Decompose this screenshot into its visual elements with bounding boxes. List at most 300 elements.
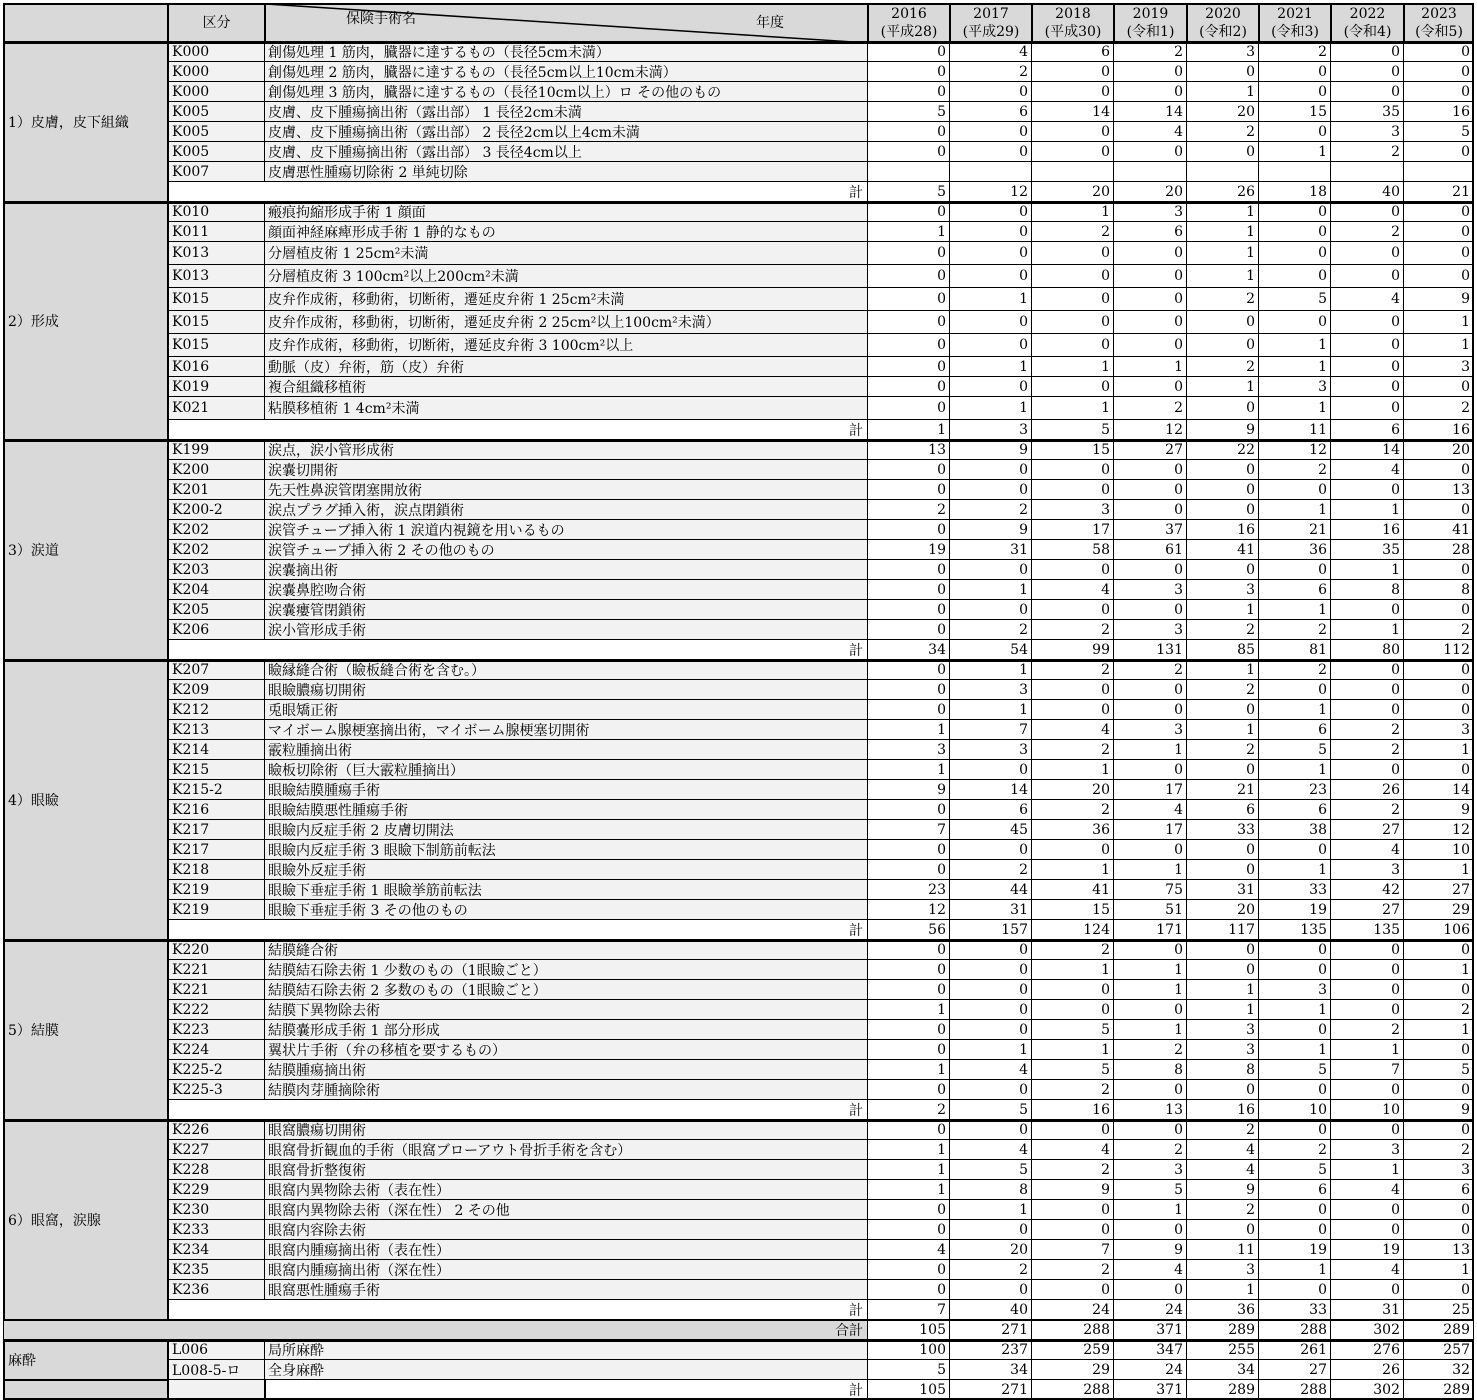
era-label: (平成29): [962, 23, 1020, 40]
value-cell: 2: [1331, 720, 1404, 740]
total-value-cell: 16: [1032, 1100, 1114, 1120]
value-cell: 15: [1259, 102, 1331, 122]
total-value-cell: 9: [1404, 1100, 1474, 1120]
value-cell: 0: [1032, 1000, 1114, 1020]
value-cell: 8: [1404, 580, 1474, 600]
value-cell: 0: [950, 265, 1032, 288]
value-cell: 1: [1259, 1260, 1331, 1280]
value-cell: 6: [1259, 800, 1331, 820]
anesthesia-total-cat: [3, 1380, 168, 1400]
value-cell: 4: [1032, 580, 1114, 600]
total-value-cell: 288: [1032, 1380, 1114, 1400]
value-cell: 3: [1404, 1160, 1474, 1180]
value-cell: 16: [1331, 520, 1404, 540]
value-cell: 2: [1331, 142, 1404, 162]
value-cell: 0: [950, 311, 1032, 334]
procedure-code: K226: [168, 1120, 265, 1140]
procedure-name: 顔面神経麻痺形成手術 1 静的なもの: [265, 222, 868, 242]
value-cell: 2: [1032, 940, 1114, 960]
anesthesia-total-label: 計: [265, 1380, 868, 1400]
value-cell: 0: [868, 1220, 950, 1240]
procedure-code: K212: [168, 700, 265, 720]
value-cell: 1: [1187, 222, 1259, 242]
value-cell: 16: [1187, 520, 1259, 540]
value-cell: 34: [1187, 1360, 1259, 1380]
procedure-code: K227: [168, 1140, 265, 1160]
value-cell: 12: [1259, 440, 1331, 460]
name-header: [265, 3, 868, 42]
value-cell: 42: [1331, 880, 1404, 900]
value-cell: 0: [1404, 1220, 1474, 1240]
era-label: (令和2): [1199, 23, 1247, 40]
value-cell: 0: [1114, 265, 1187, 288]
value-cell: 0: [868, 311, 950, 334]
value-cell: 0: [1032, 122, 1114, 142]
procedure-code: K199: [168, 440, 265, 460]
value-cell: 0: [868, 840, 950, 860]
value-cell: 41: [1032, 880, 1114, 900]
value-cell: 1: [1114, 960, 1187, 980]
value-cell: 0: [1404, 1040, 1474, 1060]
value-cell: 1: [1032, 860, 1114, 880]
procedure-code: K213: [168, 720, 265, 740]
value-cell: 2: [1187, 122, 1259, 142]
value-cell: 0: [868, 377, 950, 397]
value-cell: 257: [1404, 1340, 1474, 1360]
value-cell: 347: [1114, 1340, 1187, 1360]
total-value-cell: 5: [1032, 420, 1114, 440]
value-cell: 19: [1259, 900, 1331, 920]
value-cell: 2: [1114, 42, 1187, 62]
value-cell: 1: [1187, 980, 1259, 1000]
procedure-code: K235: [168, 1260, 265, 1280]
year-header: [1259, 3, 1331, 42]
value-cell: 1: [1032, 1040, 1114, 1060]
value-cell: 0: [1404, 82, 1474, 102]
value-cell: 0: [1114, 288, 1187, 311]
value-cell: 27: [1331, 900, 1404, 920]
procedure-code: K005: [168, 142, 265, 162]
value-cell: 0: [1032, 288, 1114, 311]
value-cell: 32: [1404, 1360, 1474, 1380]
value-cell: 5: [950, 1160, 1032, 1180]
procedure-code: K200-2: [168, 500, 265, 520]
procedure-code: K215-2: [168, 780, 265, 800]
procedure-name: 結膜肉芽腫摘除術: [265, 1080, 868, 1100]
total-value-cell: 36: [1187, 1300, 1259, 1320]
value-cell: 0: [1404, 980, 1474, 1000]
value-cell: 2: [1259, 660, 1331, 680]
value-cell: 0: [1032, 334, 1114, 357]
year-label: 2017: [973, 5, 1009, 22]
value-cell: 27: [1114, 440, 1187, 460]
value-cell: 0: [868, 202, 950, 222]
year-label: 2023: [1421, 5, 1457, 22]
total-value-cell: 18: [1259, 182, 1331, 202]
value-cell: 0: [1331, 397, 1404, 420]
value-cell: 0: [950, 1120, 1032, 1140]
year-header: [1114, 3, 1187, 42]
value-cell: 1: [1404, 860, 1474, 880]
procedure-code: K225-2: [168, 1060, 265, 1080]
value-cell: 14: [950, 780, 1032, 800]
procedure-code: K021: [168, 397, 265, 420]
value-cell: 0: [1114, 460, 1187, 480]
value-cell: 3: [1404, 720, 1474, 740]
value-cell: 5: [1259, 1060, 1331, 1080]
value-cell: 1: [1259, 334, 1331, 357]
value-cell: 27: [1404, 880, 1474, 900]
value-cell: 0: [1114, 1120, 1187, 1140]
value-cell: 0: [1259, 1080, 1331, 1100]
value-cell: 45: [950, 820, 1032, 840]
procedure-name: 粘膜移植術 1 4cm²未満: [265, 397, 868, 420]
value-cell: 0: [1404, 377, 1474, 397]
value-cell: 0: [1187, 860, 1259, 880]
value-cell: 1: [868, 1180, 950, 1200]
value-cell: 0: [950, 560, 1032, 580]
procedure-name: マイボーム腺梗塞摘出術，マイボーム腺梗塞切開術: [265, 720, 868, 740]
procedure-code: K005: [168, 102, 265, 122]
procedure-code: K234: [168, 1240, 265, 1260]
value-cell: 41: [1187, 540, 1259, 560]
procedure-name: 眼窩内容除去術: [265, 1220, 868, 1240]
value-cell: [1187, 162, 1259, 182]
value-cell: 17: [1032, 520, 1114, 540]
value-cell: 0: [1404, 1120, 1474, 1140]
value-cell: 0: [1259, 560, 1331, 580]
value-cell: 0: [1187, 397, 1259, 420]
value-cell: 0: [1032, 560, 1114, 580]
value-cell: 0: [1259, 82, 1331, 102]
value-cell: 9: [1404, 288, 1474, 311]
year-label: 2016: [891, 5, 927, 22]
value-cell: [1259, 162, 1331, 182]
value-cell: 1: [1404, 1260, 1474, 1280]
value-cell: 0: [950, 760, 1032, 780]
value-cell: 3: [1114, 580, 1187, 600]
value-cell: 19: [1259, 1240, 1331, 1260]
total-value-cell: 2: [868, 1100, 950, 1120]
procedure-code: K015: [168, 288, 265, 311]
procedure-name: 皮膚、皮下腫瘍摘出術（露出部） 2 長径2cm以上4cm未満: [265, 122, 868, 142]
value-cell: 0: [1331, 62, 1404, 82]
value-cell: 51: [1114, 900, 1187, 920]
year-label: 2019: [1132, 5, 1169, 22]
value-cell: 100: [868, 1340, 950, 1360]
total-value-cell: 21: [1404, 182, 1474, 202]
value-cell: 0: [1032, 840, 1114, 860]
procedure-name: 涙管チューブ挿入術 1 涙道内視鏡を用いるもの: [265, 520, 868, 540]
value-cell: 2: [1032, 620, 1114, 640]
value-cell: 35: [1331, 540, 1404, 560]
value-cell: 7: [868, 820, 950, 840]
value-cell: 2: [1259, 42, 1331, 62]
total-value-cell: 106: [1404, 920, 1474, 940]
value-cell: 31: [1187, 880, 1259, 900]
value-cell: 255: [1187, 1340, 1259, 1360]
value-cell: 36: [1259, 540, 1331, 560]
value-cell: 0: [868, 680, 950, 700]
total-value-cell: 289: [1187, 1320, 1259, 1340]
value-cell: 1: [1331, 1040, 1404, 1060]
year-header: [1331, 3, 1404, 42]
total-value-cell: 5: [868, 182, 950, 202]
value-cell: 20: [1187, 900, 1259, 920]
value-cell: 1: [1187, 377, 1259, 397]
value-cell: 12: [868, 900, 950, 920]
value-cell: 33: [1187, 820, 1259, 840]
value-cell: 0: [1404, 222, 1474, 242]
value-cell: 2: [1259, 460, 1331, 480]
procedure-code: K015: [168, 334, 265, 357]
value-cell: 1: [1259, 397, 1331, 420]
value-cell: 0: [950, 1000, 1032, 1020]
kubun-header: [3, 3, 168, 42]
procedure-name: 霰粒腫摘出術: [265, 740, 868, 760]
value-cell: 0: [1331, 42, 1404, 62]
procedure-code: K209: [168, 680, 265, 700]
value-cell: 5: [1259, 288, 1331, 311]
value-cell: 2: [1187, 357, 1259, 377]
value-cell: 0: [1331, 660, 1404, 680]
procedure-name: 眼瞼下垂症手術 1 眼瞼挙筋前転法: [265, 880, 868, 900]
procedure-code: K000: [168, 62, 265, 82]
value-cell: 1: [1259, 760, 1331, 780]
procedure-code: K222: [168, 1000, 265, 1020]
total-value-cell: 12: [1114, 420, 1187, 440]
value-cell: 0: [1404, 660, 1474, 680]
value-cell: 0: [1331, 311, 1404, 334]
anesthesia-name: 局所麻酔: [265, 1340, 868, 1360]
procedure-code: K011: [168, 222, 265, 242]
year-label: 2020: [1205, 5, 1241, 22]
value-cell: 0: [950, 334, 1032, 357]
value-cell: 0: [950, 1020, 1032, 1040]
value-cell: 2: [1187, 680, 1259, 700]
procedure-code: K230: [168, 1200, 265, 1220]
value-cell: 0: [1259, 202, 1331, 222]
total-value-cell: 131: [1114, 640, 1187, 660]
value-cell: 0: [1032, 311, 1114, 334]
value-cell: 0: [1259, 1220, 1331, 1240]
value-cell: 7: [1032, 1240, 1114, 1260]
value-cell: 0: [868, 122, 950, 142]
procedure-name: 結膜結石除去術 1 少数のもの（1眼瞼ごと）: [265, 960, 868, 980]
value-cell: [1404, 162, 1474, 182]
value-cell: 0: [1032, 377, 1114, 397]
value-cell: 0: [1404, 600, 1474, 620]
value-cell: 0: [1404, 1080, 1474, 1100]
value-cell: 13: [868, 440, 950, 460]
value-cell: 4: [1032, 1140, 1114, 1160]
value-cell: 21: [1259, 520, 1331, 540]
value-cell: 0: [1032, 700, 1114, 720]
value-cell: 1: [1404, 740, 1474, 760]
value-cell: 0: [868, 660, 950, 680]
value-cell: 1: [1187, 600, 1259, 620]
total-value-cell: 105: [868, 1380, 950, 1400]
value-cell: 0: [1114, 940, 1187, 960]
procedure-name: 涙嚢鼻腔吻合術: [265, 580, 868, 600]
value-cell: 0: [1187, 1220, 1259, 1240]
procedure-name: 結膜下異物除去術: [265, 1000, 868, 1020]
value-cell: 2: [1187, 1120, 1259, 1140]
value-cell: 0: [950, 222, 1032, 242]
procedure-name: 結膜嚢形成手術 1 部分形成: [265, 1020, 868, 1040]
value-cell: 261: [1259, 1340, 1331, 1360]
value-cell: 2: [1032, 1160, 1114, 1180]
value-cell: 0: [1114, 700, 1187, 720]
subtotal-label: 計: [168, 1100, 868, 1120]
value-cell: 4: [1331, 840, 1404, 860]
value-cell: 1: [1259, 1040, 1331, 1060]
value-cell: 2: [1404, 1000, 1474, 1020]
procedure-code: K206: [168, 620, 265, 640]
value-cell: 4: [1032, 720, 1114, 740]
value-cell: 1: [1187, 720, 1259, 740]
total-value-cell: 3: [950, 420, 1032, 440]
value-cell: 14: [1114, 102, 1187, 122]
value-cell: 1: [1404, 311, 1474, 334]
value-cell: 6: [1259, 720, 1331, 740]
value-cell: 21: [1187, 780, 1259, 800]
procedure-code: K000: [168, 42, 265, 62]
value-cell: 0: [950, 600, 1032, 620]
year-header: [1404, 3, 1474, 42]
value-cell: 24: [1114, 1360, 1187, 1380]
value-cell: 0: [1331, 334, 1404, 357]
value-cell: 0: [1404, 700, 1474, 720]
value-cell: 0: [1114, 311, 1187, 334]
value-cell: 0: [1331, 82, 1404, 102]
procedure-name: 眼窩膿瘍切開術: [265, 1120, 868, 1140]
value-cell: 0: [1404, 500, 1474, 520]
category-label: 2）形成: [3, 202, 168, 440]
value-cell: 0: [1114, 480, 1187, 500]
procedure-name: 瘢痕拘縮形成手術 1 顔面: [265, 202, 868, 222]
procedure-name: 眼瞼内反症手術 2 皮膚切開法: [265, 820, 868, 840]
total-value-cell: 289: [1404, 1320, 1474, 1340]
value-cell: [1331, 162, 1404, 182]
value-cell: [868, 162, 950, 182]
value-cell: 20: [950, 1240, 1032, 1260]
value-cell: 1: [1114, 740, 1187, 760]
value-cell: 1: [868, 1000, 950, 1020]
value-cell: 0: [868, 82, 950, 102]
value-cell: 4: [1114, 1260, 1187, 1280]
value-cell: 26: [1331, 780, 1404, 800]
value-cell: 0: [868, 334, 950, 357]
procedure-code: K201: [168, 480, 265, 500]
year-label: 2018: [1055, 5, 1091, 22]
procedure-name: 眼窩内異物除去術（表在性）: [265, 1180, 868, 1200]
value-cell: 9: [1114, 1240, 1187, 1260]
value-cell: 2: [1114, 397, 1187, 420]
total-value-cell: 10: [1331, 1100, 1404, 1120]
value-cell: 0: [1259, 940, 1331, 960]
value-cell: 2: [1187, 620, 1259, 640]
total-value-cell: 117: [1187, 920, 1259, 940]
value-cell: 0: [868, 1080, 950, 1100]
value-cell: 44: [950, 880, 1032, 900]
total-value-cell: 124: [1032, 920, 1114, 940]
value-cell: 0: [868, 1120, 950, 1140]
value-cell: 1: [950, 1040, 1032, 1060]
value-cell: 3: [1331, 1140, 1404, 1160]
value-cell: 4: [950, 42, 1032, 62]
procedure-code: K013: [168, 242, 265, 265]
year-header: [1187, 3, 1259, 42]
value-cell: 0: [868, 600, 950, 620]
value-cell: 0: [1259, 265, 1331, 288]
value-cell: 0: [1404, 680, 1474, 700]
value-cell: 2: [1259, 620, 1331, 640]
value-cell: 0: [868, 1020, 950, 1040]
value-cell: 0: [1404, 42, 1474, 62]
total-value-cell: 13: [1114, 1100, 1187, 1120]
value-cell: 7: [950, 720, 1032, 740]
value-cell: 3: [1187, 1040, 1259, 1060]
value-cell: 0: [950, 1280, 1032, 1300]
value-cell: 0: [950, 980, 1032, 1000]
procedure-name: 分層植皮術 3 100cm²以上200cm²未満: [265, 265, 868, 288]
value-cell: 0: [1114, 377, 1187, 397]
value-cell: 259: [1032, 1340, 1114, 1360]
value-cell: 1: [950, 580, 1032, 600]
subtotal-label: 計: [168, 1300, 868, 1320]
value-cell: 5: [1404, 1060, 1474, 1080]
value-cell: 5: [1404, 122, 1474, 142]
kubun-header-label: 区分: [168, 3, 265, 42]
value-cell: 0: [1404, 242, 1474, 265]
value-cell: 0: [1114, 560, 1187, 580]
value-cell: 1: [1259, 142, 1331, 162]
value-cell: 1: [1114, 980, 1187, 1000]
value-cell: 3: [1259, 377, 1331, 397]
value-cell: 6: [1114, 222, 1187, 242]
era-label: (令和4): [1343, 23, 1392, 40]
value-cell: 1: [1187, 202, 1259, 222]
value-cell: 3: [1331, 860, 1404, 880]
value-cell: 0: [1114, 680, 1187, 700]
value-cell: 0: [1331, 1220, 1404, 1240]
total-value-cell: 105: [868, 1320, 950, 1340]
value-cell: 0: [868, 265, 950, 288]
value-cell: 15: [1032, 440, 1114, 460]
total-value-cell: 99: [1032, 640, 1114, 660]
value-cell: 1: [868, 760, 950, 780]
procedure-name: 創傷処理 3 筋肉，臓器に達するもの（長径10cm以上）ロ その他のもの: [265, 82, 868, 102]
value-cell: 2: [950, 62, 1032, 82]
value-cell: 4: [1331, 460, 1404, 480]
value-cell: 2: [1032, 1260, 1114, 1280]
value-cell: 8: [1114, 1060, 1187, 1080]
procedure-code: K219: [168, 880, 265, 900]
value-cell: 0: [1114, 1000, 1187, 1020]
value-cell: 75: [1114, 880, 1187, 900]
value-cell: 1: [1187, 1280, 1259, 1300]
value-cell: 2: [1404, 397, 1474, 420]
procedure-name: 涙嚢切開術: [265, 460, 868, 480]
value-cell: 0: [1404, 560, 1474, 580]
value-cell: 10: [1404, 840, 1474, 860]
total-value-cell: 20: [1032, 182, 1114, 202]
value-cell: 0: [1404, 142, 1474, 162]
value-cell: 2: [950, 860, 1032, 880]
value-cell: 3: [868, 740, 950, 760]
value-cell: 1: [950, 288, 1032, 311]
